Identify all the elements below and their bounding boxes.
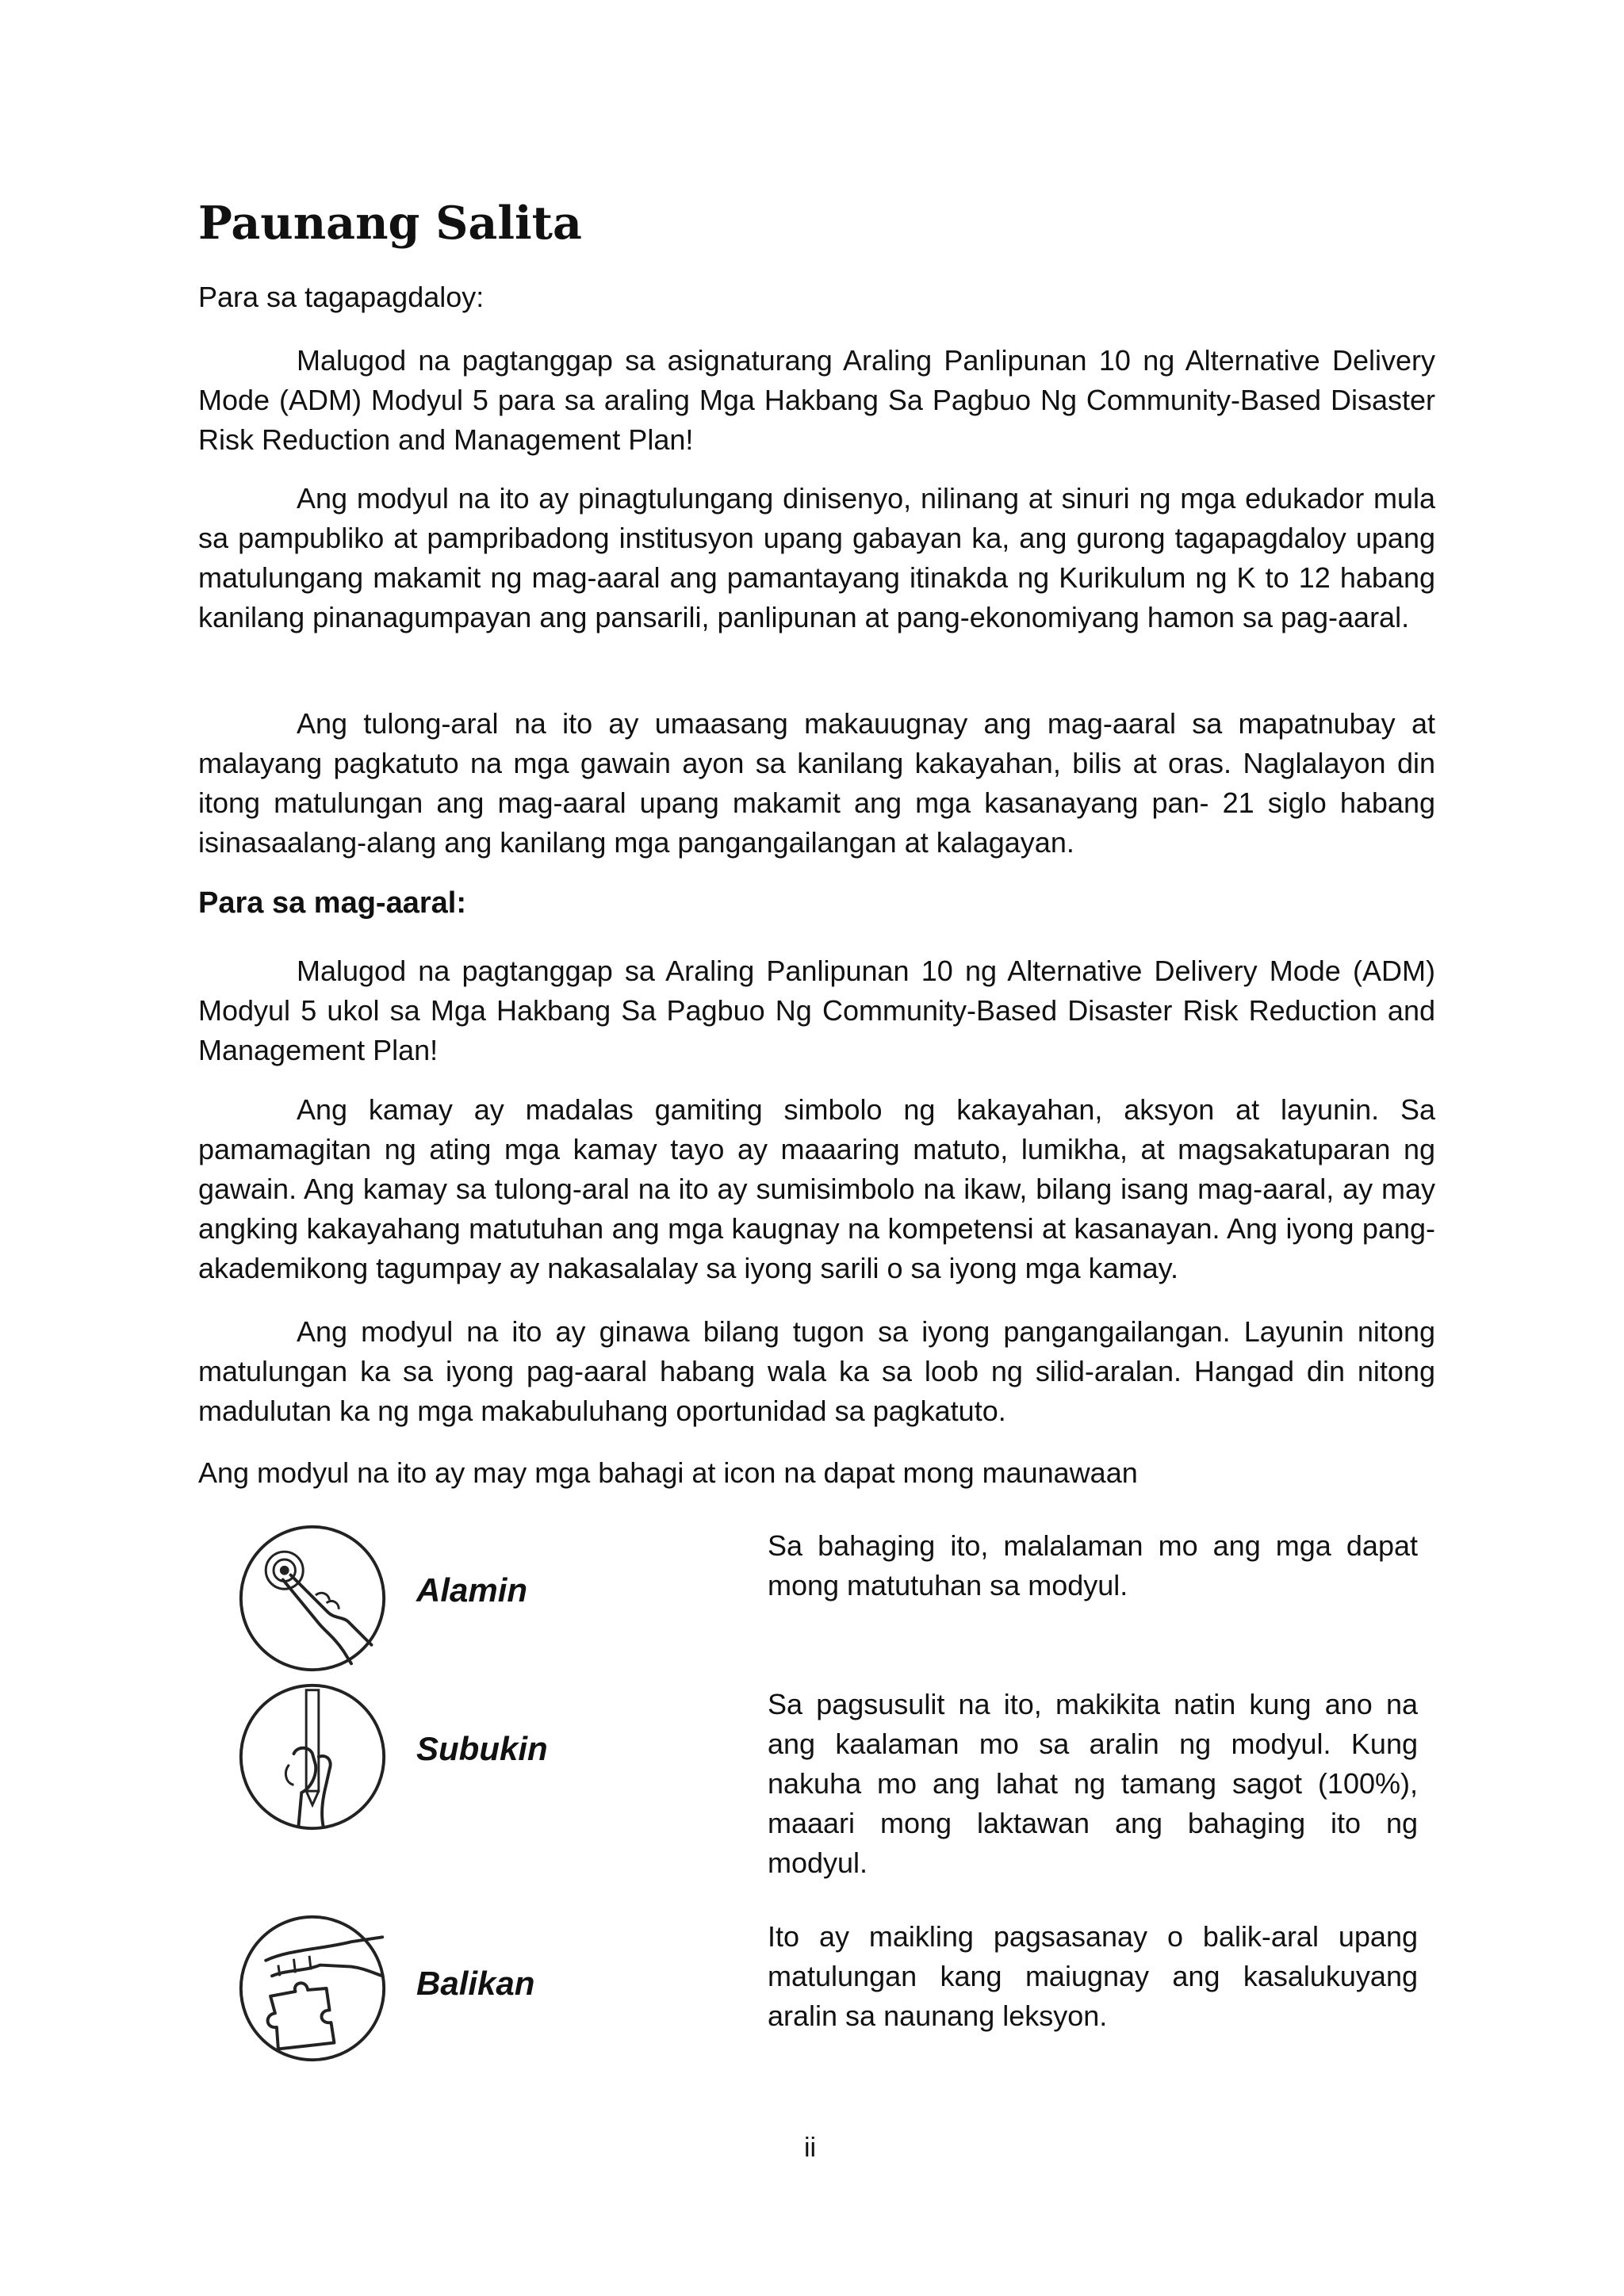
page-number: ii (804, 2133, 817, 2163)
page-title: Paunang Salita (198, 197, 582, 250)
section-label-balikan: Balikan (416, 1965, 535, 2002)
facilitator-label: Para sa tagapagdaloy: (198, 281, 485, 313)
hand-holding-pencil-icon (235, 1679, 390, 1835)
section-label-alamin: Alamin (416, 1571, 528, 1609)
learner-paragraph-2: Ang kamay ay madalas gamiting simbolo ng kakayahan, aksyon at layunin. Sa pamamagitan ng ating mga kamay tayo ay maaaring matuto, lumikha, at magsakatuparan ng gawain. Ang kamay sa tulong-aral na ito ay sumisimbolo na ikaw, bilang isang mag-aaral, ay may angking kakayahang matutuhan ang mga kaugnay na kompetensi at kasanayan. Ang iyong pang-akademikong tagumpay ay nakasalalay sa iyong sarili o sa iyong mga kamay. (198, 1093, 1435, 1284)
learner-paragraph-3: Ang modyul na ito ay ginawa bilang tugon sa iyong pangangailangan. Layunin nitong matulungan ka sa iyong pag-aaral habang wala ka sa loob ng silid-aralan. Hangad din nitong madulutan ka ng mga makabuluhang oportunidad sa pagkatuto. (198, 1315, 1435, 1427)
facilitator-paragraph-1: Malugod na pagtanggap sa asignaturang Araling Panlipunan 10 ng Alternative Delivery Mode (ADM) Modyul 5 para sa araling Mga Hakbang Sa Pagbuo Ng Community-Based Disaster Risk Reduction and Management Plan! (198, 344, 1435, 456)
icons-intro: Ang modyul na ito ay may mga bahagi at icon na dapat mong maunawaan (198, 1456, 1138, 1489)
facilitator-paragraph-2: Ang modyul na ito ay pinagtulungang dinisenyo, nilinang at sinuri ng mga edukador mula sa pampubliko at pampribadong institusyon upang gabayan ka, ang gurong tagapagdaloy upang matulungang makamit ng mag-aaral ang pamantayang itinakda ng Kurikulum ng K to 12 habang kanilang pinanagumpayan ang pansarili, panlipunan at pang-ekonomiyang hamon sa pag-aaral. (198, 482, 1435, 633)
section-label-subukin: Subukin (416, 1730, 548, 1767)
section-description-alamin: Sa bahaging ito, malalaman mo ang mga dapat mong matutuhan sa modyul. (768, 1529, 1418, 1601)
hand-puzzle-piece-icon (235, 1911, 390, 2066)
facilitator-paragraph-3: Ang tulong-aral na ito ay umaasang makauugnay ang mag-aaral sa mapatnubay at malayang pagkatuto na mga gawain ayon sa kanilang kakayahan, bilis at oras. Naglalayon din itong matulungan ang mag-aaral upang makamit ang mga kasanayang pan- 21 siglo habang isinasaalang-alang ang kanilang mga pangangailangan at kalagayan. (198, 707, 1435, 859)
section-description-balikan: Ito ay maikling pagsasanay o balik-aral upang matulungan kang maiugnay ang kasalukuyang aralin sa naunang leksyon. (768, 1920, 1418, 2032)
learner-heading: Para sa mag-aaral: (198, 886, 466, 920)
learner-paragraph-1: Malugod na pagtanggap sa Araling Panlipunan 10 ng Alternative Delivery Mode (ADM) Modyul 5 ukol sa Mga Hakbang Sa Pagbuo Ng Community-Based Disaster Risk Reduction and Management Plan! (198, 955, 1435, 1066)
pointing-finger-icon (235, 1521, 390, 1676)
section-description-subukin: Sa pagsusulit na ito, makikita natin kung ano na ang kaalaman mo sa aralin ng modyul. Kung nakuha mo ang lahat ng tamang sagot (100%), maaari mong laktawan ang bahaging ito ng modyul. (768, 1688, 1418, 1879)
